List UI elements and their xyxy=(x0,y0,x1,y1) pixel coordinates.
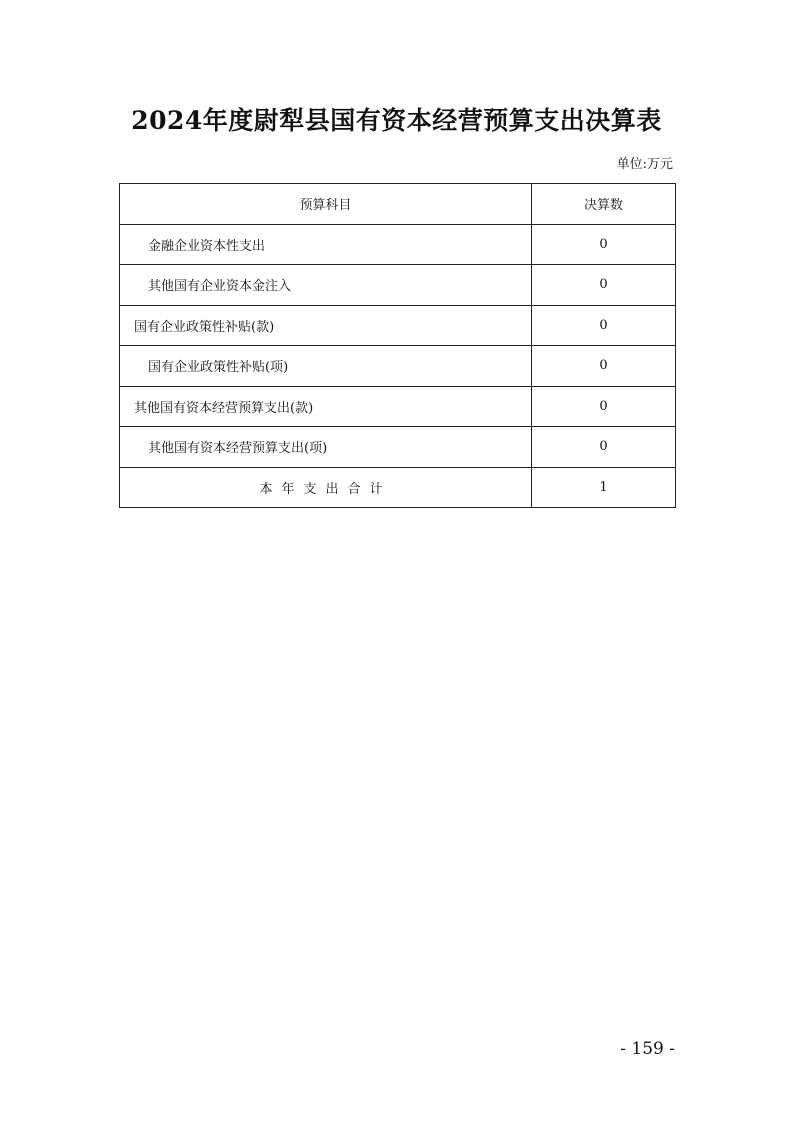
row-name: 其他国有资本经营预算支出(项) xyxy=(120,427,532,468)
table-row xyxy=(120,305,676,346)
unit-label: 单位:万元 xyxy=(616,157,673,172)
header-amount: 决算数 xyxy=(532,184,676,225)
page-title: 2024年度尉犁县国有资本经营预算支出决算表 xyxy=(131,106,662,135)
row-value: 0 xyxy=(532,386,676,427)
row-name: 国有企业政策性补贴(项) xyxy=(120,346,532,387)
row-value: 0 xyxy=(532,224,676,265)
total-value: 1 xyxy=(532,467,676,508)
table-row xyxy=(120,224,676,265)
total-label: 本年支出合计 xyxy=(120,467,532,508)
row-name: 国有企业政策性补贴(款) xyxy=(120,305,532,346)
row-name: 金融企业资本性支出 xyxy=(120,224,532,265)
row-name: 其他国有企业资本金注入 xyxy=(120,265,532,306)
row-value: 0 xyxy=(532,305,676,346)
row-name: 其他国有资本经营预算支出(款) xyxy=(120,386,532,427)
table-total-row xyxy=(120,467,676,508)
table-row xyxy=(120,386,676,427)
table-row xyxy=(120,265,676,306)
row-value: 0 xyxy=(532,427,676,468)
table-row xyxy=(120,346,676,387)
budget-table xyxy=(119,183,676,508)
table-row xyxy=(120,427,676,468)
row-value: 0 xyxy=(532,265,676,306)
row-value: 0 xyxy=(532,346,676,387)
page-number: - 159 - xyxy=(620,1039,675,1059)
table-header-row xyxy=(120,184,676,225)
header-item: 预算科目 xyxy=(120,184,532,225)
